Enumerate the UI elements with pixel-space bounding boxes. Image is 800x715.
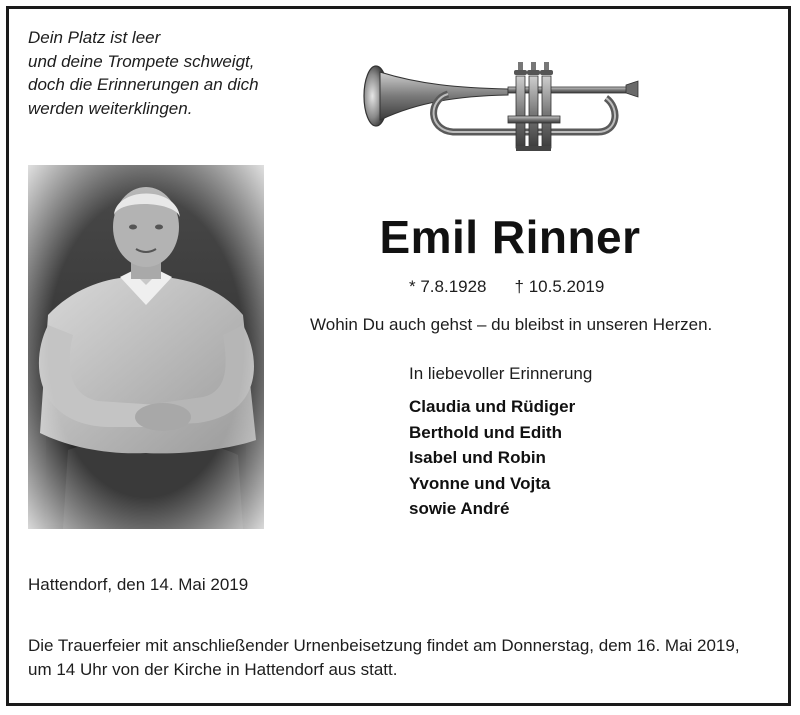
mourner-name: Yvonne und Vojta <box>409 473 551 493</box>
mourner-name: Claudia und Rüdiger <box>409 397 576 416</box>
mourner-name: Berthold und Edith <box>409 422 562 442</box>
mourner-name: Isabel und Robin <box>409 448 546 467</box>
mourners-intro: In liebevoller Erinnerung <box>409 364 593 383</box>
funeral-notice <box>28 634 768 682</box>
life-dates <box>409 277 604 297</box>
birth-date: * 7.8.1928 <box>409 277 487 296</box>
mourner-name: sowie André <box>409 499 510 518</box>
poem-line: und deine Trompete schweigt, <box>28 51 255 71</box>
funeral-line: Die Trauerfeier mit anschließender Urnenbeisetzung findet am Donnerstag, dem 16. Mai 2019, <box>28 636 740 655</box>
poem <box>28 26 328 120</box>
mourners-list <box>409 394 575 522</box>
memorial-motto: Wohin Du auch gehst – du bleibst in unseren Herzen. <box>310 315 713 334</box>
place-and-date: Hattendorf, den 14. Mai 2019 <box>28 575 249 594</box>
funeral-line: um 14 Uhr von der Kirche in Hattendorf aus statt. <box>28 660 398 679</box>
deceased-name: Emil Rinner <box>379 211 641 263</box>
poem-line: Dein Platz ist leer <box>28 28 161 47</box>
poem-line: doch die Erinnerungen an dich <box>28 75 259 94</box>
trumpet-illustration <box>358 58 640 158</box>
poem-line: werden weiterklingen. <box>28 98 193 118</box>
portrait-photo <box>28 165 264 529</box>
death-date: † 10.5.2019 <box>514 277 605 296</box>
